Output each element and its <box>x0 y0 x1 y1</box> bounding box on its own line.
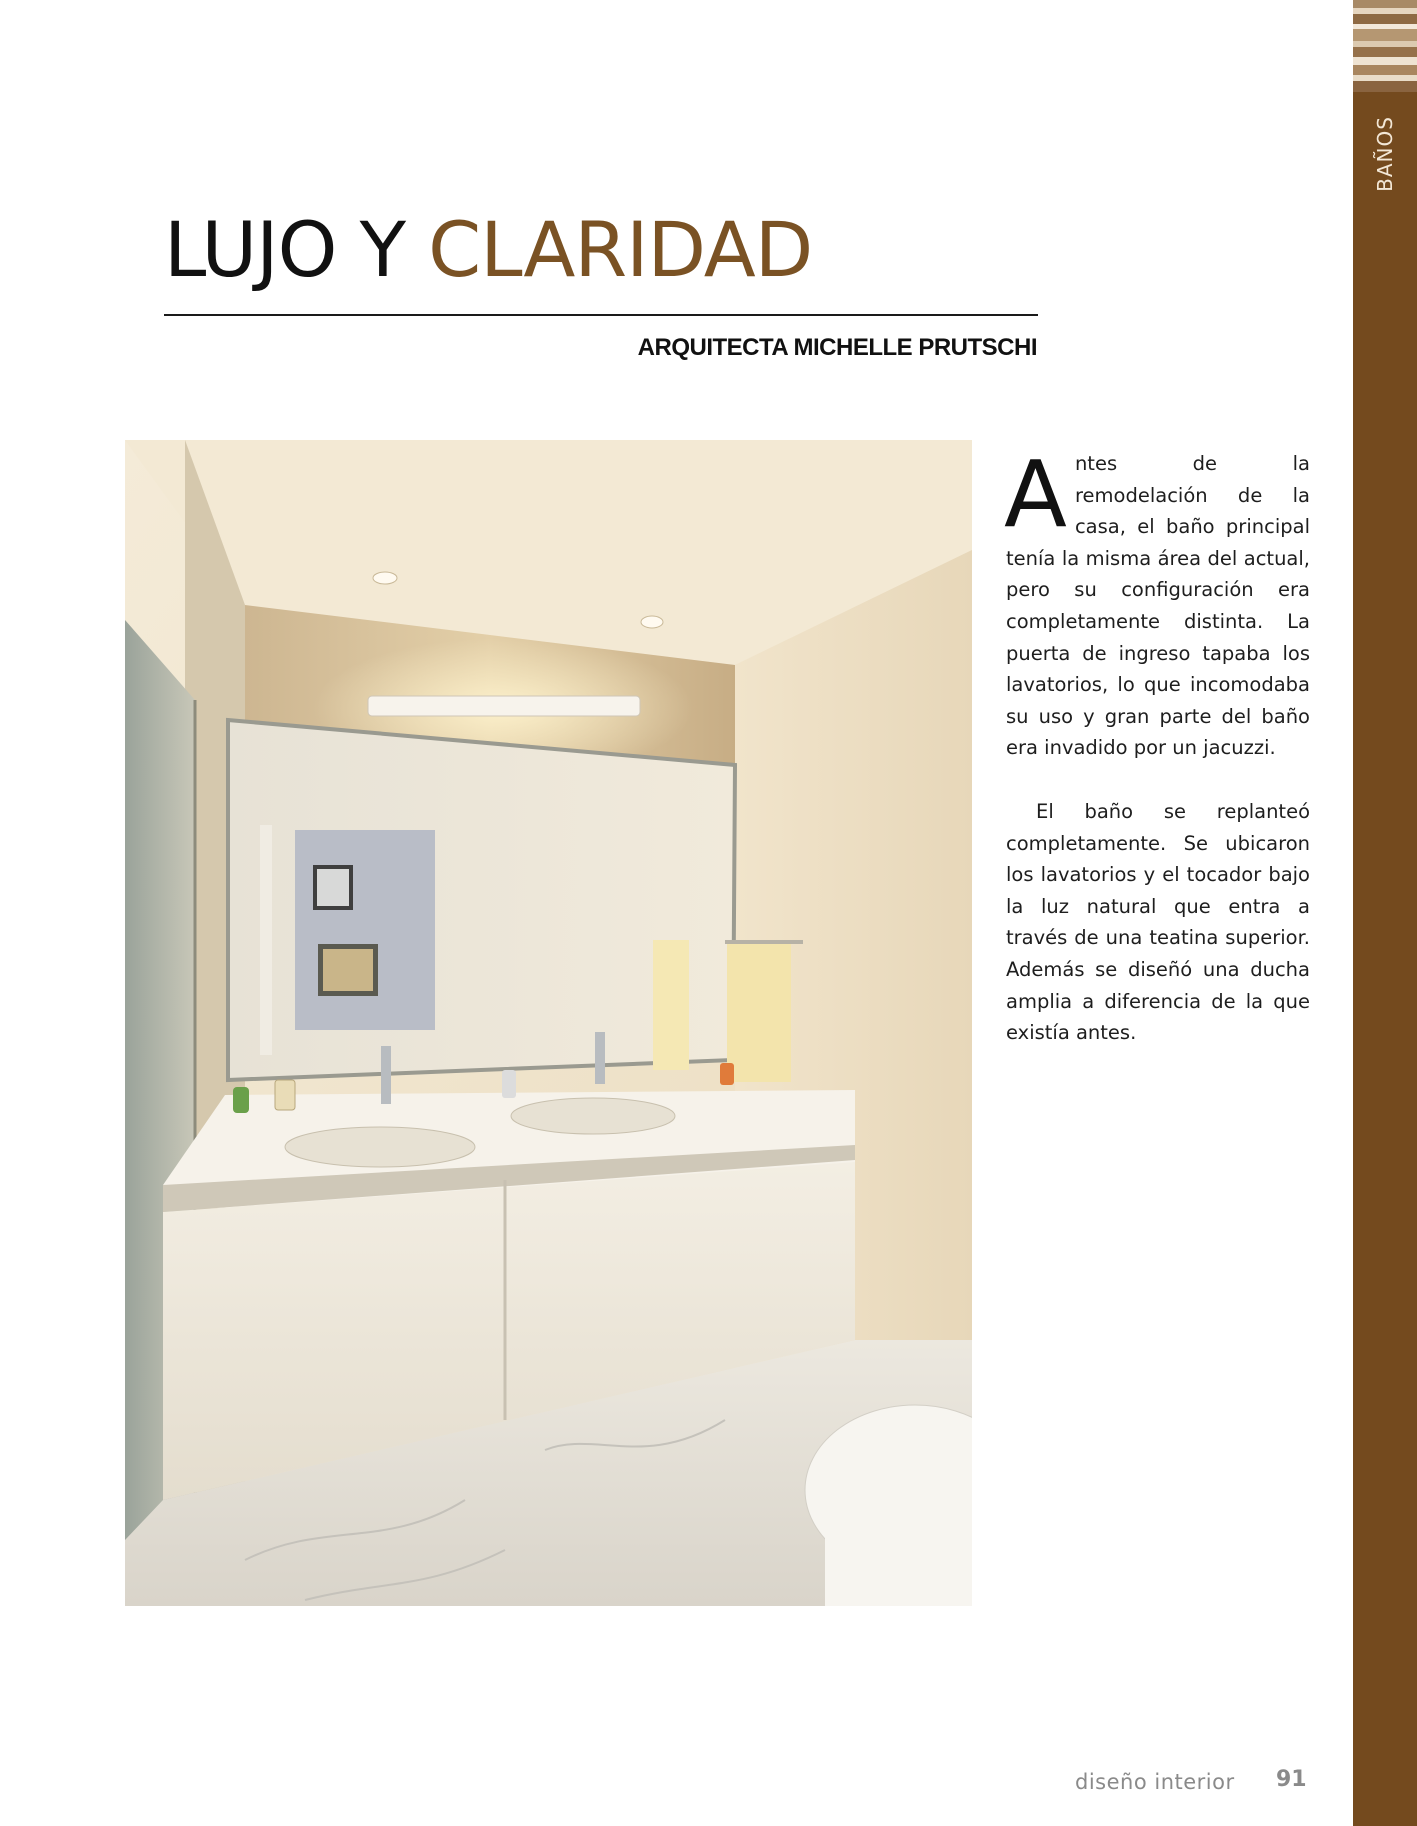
article-body <box>1004 441 1310 1049</box>
drop-cap: A <box>1004 441 1067 548</box>
title-part-2: CLARIDAD <box>428 205 813 294</box>
title-part-1: LUJO Y <box>164 205 429 294</box>
paragraph-1 <box>1004 441 1310 764</box>
paragraph-2: El baño se replanteó completamente. Se ubicaron los lavatorios y el tocador bajo la luz natural que entra a través de una teatina superior. Además se diseñó una ducha amplia a diferencia de la que existía antes. <box>1006 799 1310 1045</box>
section-label-text: BAÑOS <box>1373 116 1397 192</box>
band-stripes-decoration <box>1353 0 1417 92</box>
paragraph-1-text: ntes de la remodelación de la casa, el baño principal tenía la misma área del actual, pero su configuración era completamente distinta. La puerta de ingreso tapaba los lavatorios, lo que incomodaba su uso y gran parte del baño era invadido por un jacuzzi. <box>1006 452 1310 760</box>
side-color-band <box>1353 0 1417 1826</box>
bathroom-photo <box>125 440 972 1606</box>
bathroom-illustration <box>125 440 972 1606</box>
section-label <box>1353 114 1417 194</box>
magazine-name: diseño interior <box>1075 1770 1235 1794</box>
page-title <box>164 206 812 294</box>
author-byline: ARQUITECTA MICHELLE PRUTSCHI <box>637 334 1037 361</box>
page-number: 91 <box>1276 1767 1307 1792</box>
title-rule <box>164 314 1038 316</box>
